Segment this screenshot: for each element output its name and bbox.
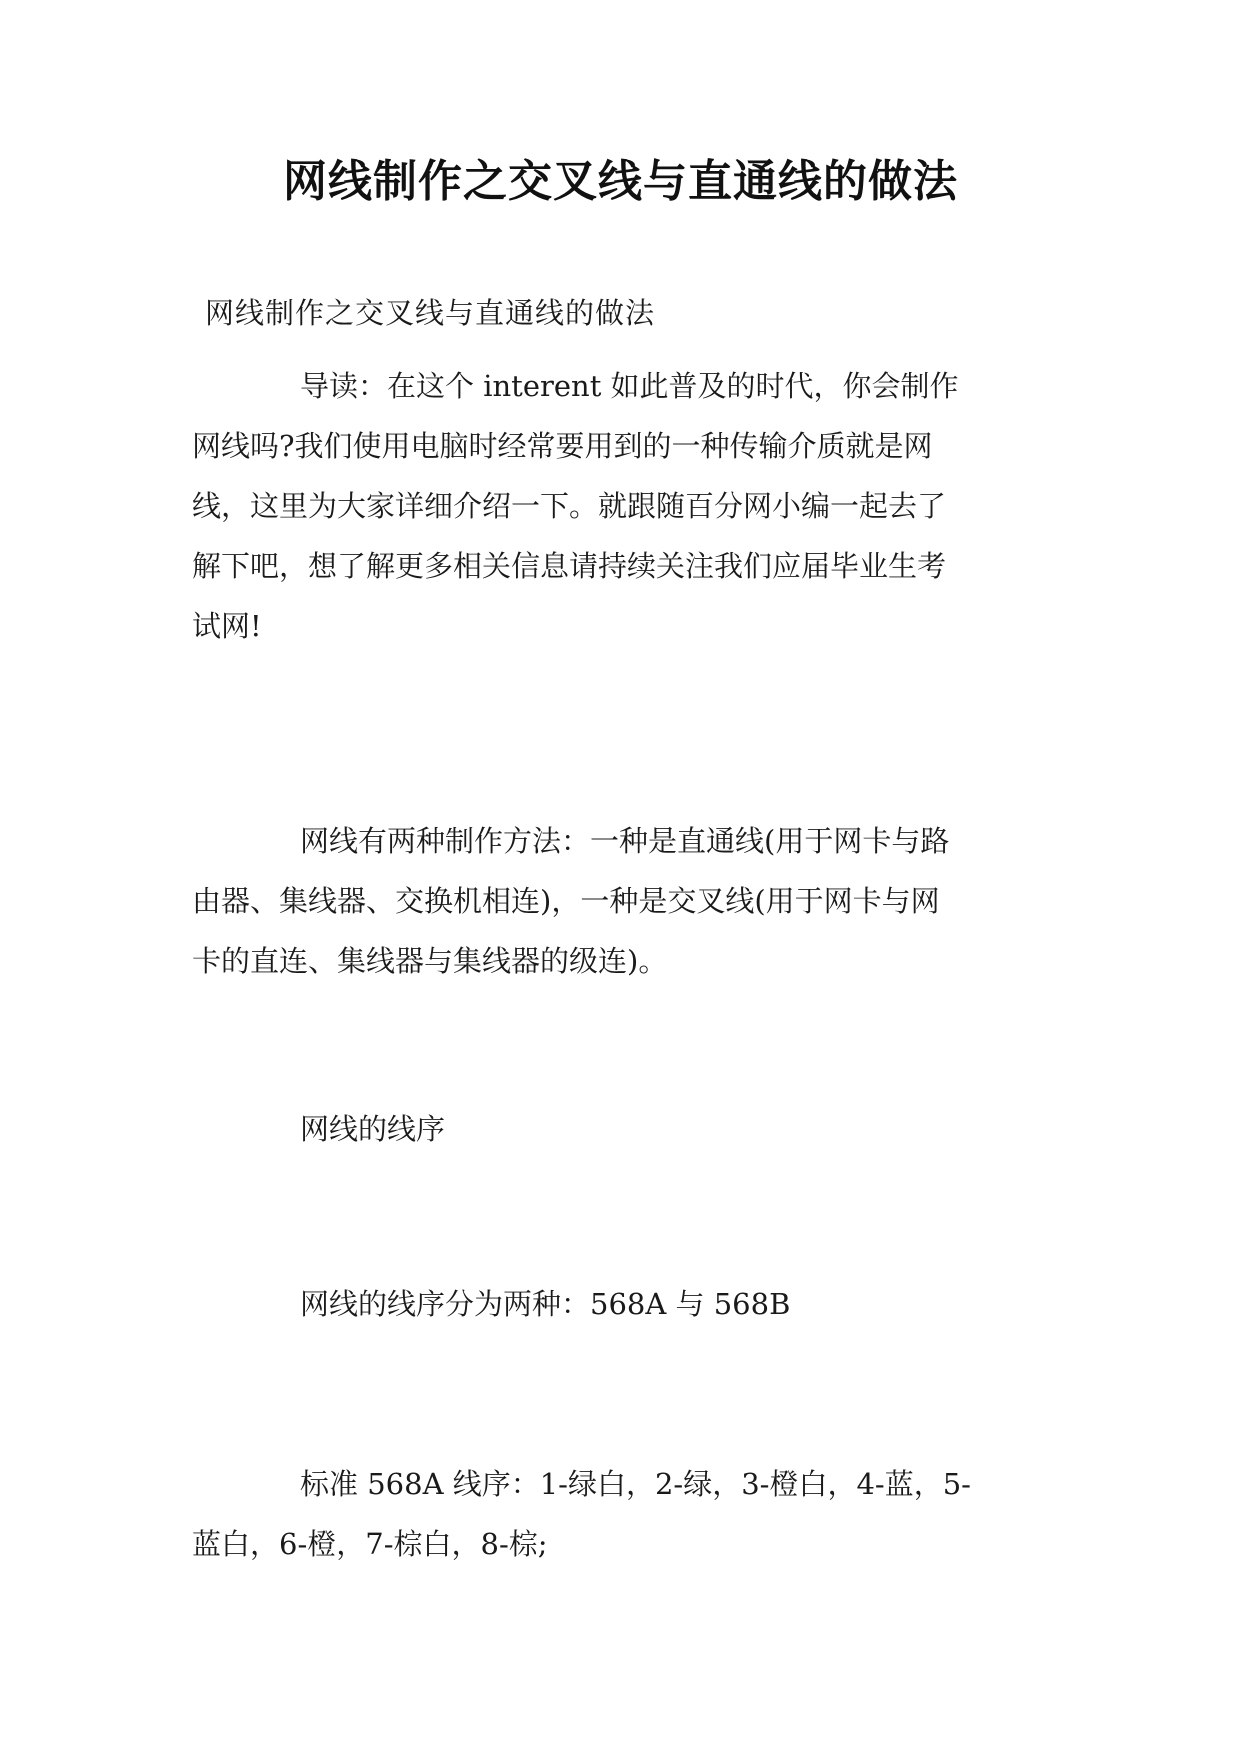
paragraph-line: 试网! bbox=[192, 609, 262, 643]
document-subtitle: 网线制作之交叉线与直通线的做法 bbox=[205, 296, 656, 330]
paragraph-line: 网线的线序分为两种：568A 与 568B bbox=[300, 1287, 791, 1321]
paragraph-line: 由器、集线器、交换机相连)，一种是交叉线(用于网卡与网 bbox=[192, 884, 940, 918]
paragraph-line: 导读：在这个 interent 如此普及的时代，你会制作 bbox=[300, 369, 959, 403]
document-title: 网线制作之交叉线与直通线的做法 bbox=[283, 156, 958, 207]
paragraph-line: 卡的直连、集线器与集线器的级连)。 bbox=[192, 944, 668, 978]
paragraph-line: 解下吧，想了解更多相关信息请持续关注我们应届毕业生考 bbox=[192, 549, 947, 583]
paragraph-intro bbox=[192, 356, 1052, 656]
paragraph-methods bbox=[192, 811, 1052, 991]
paragraph-wire-order-heading bbox=[192, 1099, 1052, 1159]
paragraph-wire-order-types bbox=[192, 1274, 1052, 1334]
paragraph-line: 标准 568A 线序：1-绿白，2-绿，3-橙白，4-蓝，5- bbox=[300, 1467, 971, 1501]
paragraph-line: 网线有两种制作方法：一种是直通线(用于网卡与路 bbox=[300, 824, 950, 858]
paragraph-line: 蓝白，6-橙，7-棕白，8-棕; bbox=[192, 1527, 548, 1561]
paragraph-line: 网线吗?我们使用电脑时经常要用到的一种传输介质就是网 bbox=[192, 429, 933, 463]
paragraph-line: 网线的线序 bbox=[300, 1112, 446, 1146]
paragraph-568a-order bbox=[192, 1454, 1052, 1574]
paragraph-line: 线，这里为大家详细介绍一下。就跟随百分网小编一起去了 bbox=[192, 489, 947, 523]
